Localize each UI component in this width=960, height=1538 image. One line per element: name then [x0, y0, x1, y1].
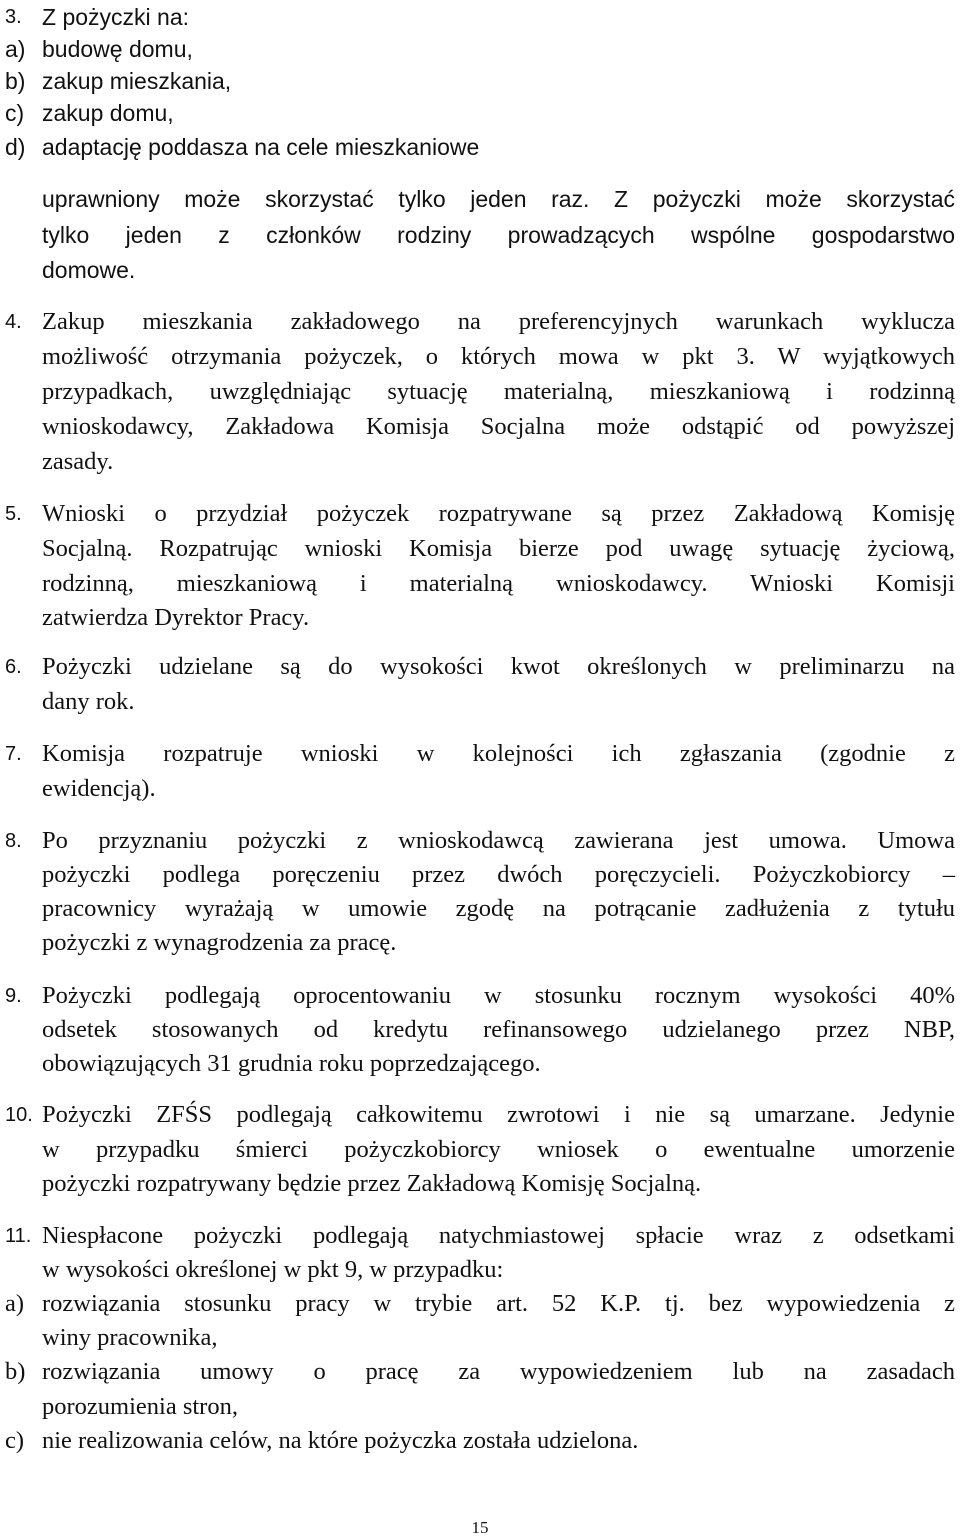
item-6-line-2 [0, 685, 960, 719]
item-3-intro [0, 0, 960, 34]
option-text: rozwiązania stosunku pracy w trybie art. 52 K.P. tj. bez wypowiedzenia z [42, 1290, 955, 1317]
item-text: obowiązujących 31 grudnia roku poprzedzającego. [42, 1050, 541, 1077]
item-4-line-3 [0, 375, 960, 409]
item-text: możliwość otrzymania pożyczek, o których mowa w pkt 3. W wyjątkowych [42, 343, 955, 370]
item-11-option-b-line-1 [0, 1355, 960, 1389]
item-number: 4. [5, 311, 22, 333]
item-11-line-2 [0, 1253, 960, 1287]
item-8-line-4 [0, 926, 960, 960]
item-text: uprawniony może skorzystać tylko jeden raz. Z pożyczki może skorzystać [42, 186, 955, 212]
item-4-line-4 [0, 410, 960, 444]
option-text: porozumienia stron, [42, 1393, 238, 1420]
option-text: budowę domu, [42, 36, 193, 62]
option-text: rozwiązania umowy o pracę za wypowiedzeniem lub na zasadach [42, 1358, 955, 1385]
item-10-line-3 [0, 1167, 960, 1201]
item-number: 3. [5, 6, 22, 28]
item-text: Pożyczki ZFŚS podlegają całkowitemu zwrotowi i nie są umarzane. Jedynie [42, 1101, 955, 1128]
item-text: Socjalną. Rozpatrując wnioski Komisja bierze pod uwagę sytuację życiową, [42, 535, 955, 562]
item-7-line-2 [0, 772, 960, 806]
item-text: Zakup mieszkania zakładowego na preferencyjnych warunkach wyklucza [42, 308, 955, 335]
item-number: 11. [5, 1225, 32, 1247]
page-number: 15 [471, 1518, 489, 1537]
item-5-line-1 [0, 497, 960, 531]
item-9-line-3 [0, 1047, 960, 1081]
item-10-line-2 [0, 1133, 960, 1167]
item-8-line-2 [0, 858, 960, 892]
item-text: Pożyczki udzielane są do wysokości kwot określonych w preliminarzu na [42, 653, 955, 680]
item-3-option-d [0, 130, 960, 164]
option-text: adaptację poddasza na cele mieszkaniowe [42, 134, 480, 160]
option-label: d) [5, 134, 26, 160]
item-3-line-1 [0, 182, 960, 216]
option-label: a) [5, 36, 26, 62]
item-text: Niespłacone pożyczki podlegają natychmiastowej spłacie wraz z odsetkami [42, 1222, 955, 1249]
item-text: zasady. [42, 448, 114, 475]
option-text: nie realizowania celów, na które pożyczka została udzielona. [42, 1427, 639, 1454]
item-text: pożyczki podlega poręczeniu przez dwóch poręczycieli. Pożyczkobiorcy – [42, 861, 955, 888]
item-number: 7. [5, 743, 22, 765]
item-text: Z pożyczki na: [42, 4, 189, 30]
item-number: 8. [5, 830, 22, 852]
item-text: pożyczki z wynagrodzenia za pracę. [42, 929, 397, 956]
item-4-line-2 [0, 340, 960, 374]
item-text: Komisja rozpatruje wnioski w kolejności ich zgłaszania (zgodnie z [42, 740, 955, 767]
item-text: Po przyznaniu pożyczki z wnioskodawcą zawierana jest umowa. Umowa [42, 827, 955, 854]
item-4-line-5 [0, 445, 960, 479]
item-text: w wysokości określonej w pkt 9, w przypadku: [42, 1256, 504, 1283]
option-label: c) [5, 100, 25, 126]
item-3-line-3 [0, 253, 960, 287]
option-text: zakup mieszkania, [42, 68, 232, 94]
option-text: zakup domu, [42, 100, 174, 126]
item-11-option-a-line-2 [0, 1321, 960, 1355]
item-7-line-1 [0, 737, 960, 771]
item-number: 5. [5, 503, 22, 525]
option-text: winy pracownika, [42, 1324, 218, 1351]
item-text: Pożyczki podlegają oprocentowaniu w stosunku rocznym wysokości 40% [42, 982, 955, 1009]
item-text: domowe. [42, 257, 136, 283]
item-text: Wnioski o przydział pożyczek rozpatrywane są przez Zakładową Komisję [42, 500, 955, 527]
item-5-line-2 [0, 532, 960, 566]
option-label: a) [5, 1290, 25, 1317]
option-label: b) [5, 1358, 26, 1385]
item-text: wnioskodawcy, Zakładowa Komisja Socjalna może odstąpić od powyższej [42, 413, 955, 440]
item-3-option-a [0, 32, 960, 66]
item-3-option-c [0, 96, 960, 130]
item-text: przypadkach, uwzględniając sytuację materialną, mieszkaniową i rodzinną [42, 378, 955, 405]
item-number: 9. [5, 985, 22, 1007]
item-text: pożyczki rozpatrywany będzie przez Zakładową Komisję Socjalną. [42, 1170, 702, 1197]
item-9-line-1 [0, 979, 960, 1013]
item-11-option-a-line-1 [0, 1287, 960, 1321]
item-text: rodzinną, mieszkaniową i materialną wnioskodawcy. Wnioski Komisji [42, 570, 955, 597]
item-text: ewidencją). [42, 775, 156, 802]
item-11-option-b-line-2 [0, 1390, 960, 1424]
item-11-option-c-line-1 [0, 1424, 960, 1458]
item-text: w przypadku śmierci pożyczkobiorcy wniosek o ewentualne umorzenie [42, 1136, 955, 1163]
item-5-line-3 [0, 567, 960, 601]
item-number: 10. [5, 1104, 33, 1126]
item-text: pracownicy wyrażają w umowie zgodę na potrącanie zadłużenia z tytułu [42, 895, 955, 922]
item-3-line-2 [0, 218, 960, 252]
item-text: dany rok. [42, 688, 135, 715]
item-number: 6. [5, 656, 22, 678]
item-text: zatwierdza Dyrektor Pracy. [42, 604, 310, 631]
item-9-line-2 [0, 1013, 960, 1047]
option-label: c) [5, 1427, 25, 1454]
item-3-option-b [0, 64, 960, 98]
item-6-line-1 [0, 650, 960, 684]
item-11-line-1 [0, 1219, 960, 1253]
item-10-line-1 [0, 1098, 960, 1132]
item-5-line-4 [0, 601, 960, 635]
item-text: tylko jeden z członków rodziny prowadzących wspólne gospodarstwo [42, 222, 955, 248]
option-label: b) [5, 68, 26, 94]
item-8-line-1 [0, 824, 960, 858]
item-text: odsetek stosowanych od kredytu refinansowego udzielanego przez NBP, [42, 1016, 955, 1043]
item-4-line-1 [0, 305, 960, 339]
item-8-line-3 [0, 892, 960, 926]
